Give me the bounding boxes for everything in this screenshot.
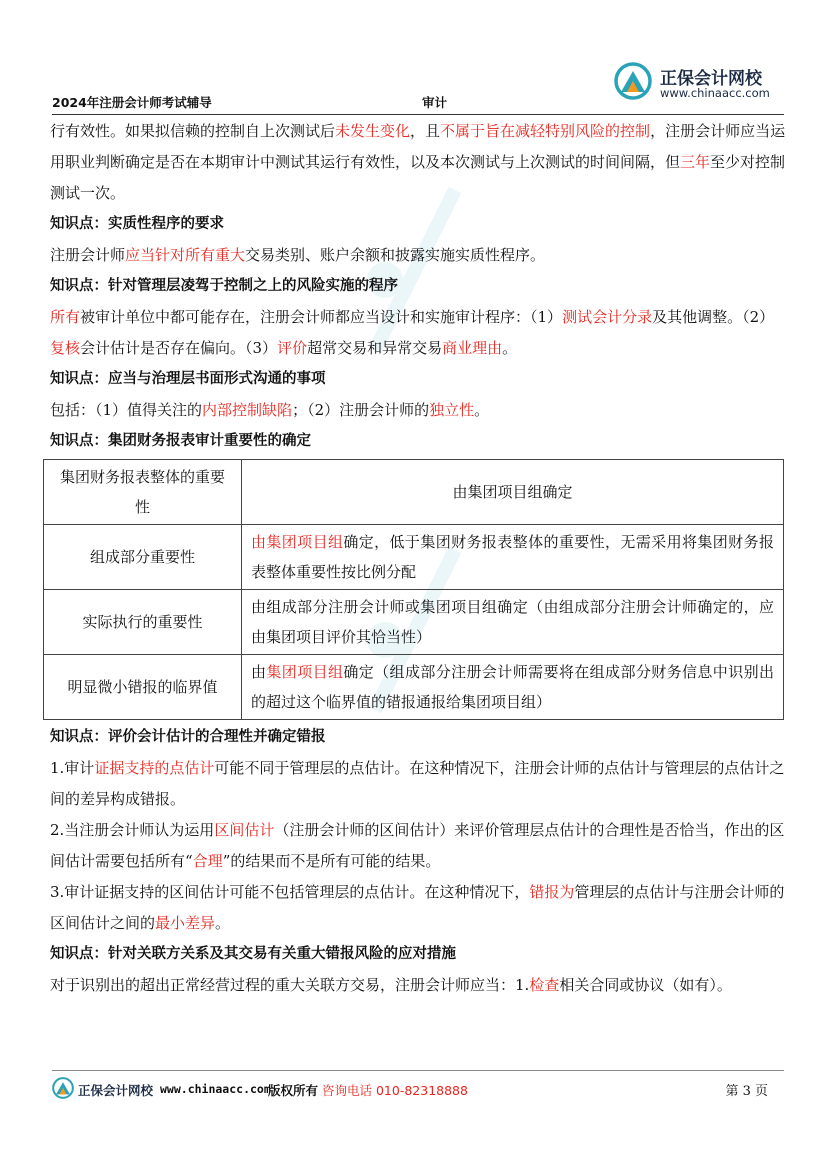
knowledge-point-title: 知识点：实质性程序的要求 [50,216,224,232]
kp5-item-3: 3.审计证据支持的区间估计可能不包括管理层的点估计。在这种情况下，错报为管理层的点估计与注册会计师的区间估计之间的最小差异。 [50,883,785,932]
subject-label: 审计 [422,95,448,110]
footer-brand-name: 正保会计网校 [78,1083,154,1098]
brand-url: www.chinaacc.com [660,86,770,100]
knowledge-point-title: 知识点：针对关联方关系及其交易有关重大错报风险的应对措施 [50,946,456,962]
document-title: 2024年注册会计师考试辅导 [52,95,212,110]
kp5-item-2: 2.当注册会计师认为运用区间估计（注册会计师的区间估计）来评价管理层点估计的合理性是否恰当，作出的区间估计需要包括所有“合理”的结果而不是所有可能的结果。 [50,821,785,870]
brand-logo [614,60,774,104]
footer-hotline: 咨询电话 010-82318888 [322,1083,468,1098]
knowledge-point-title: 知识点：针对管理层凌驾于控制之上的风险实施的程序 [50,278,398,294]
chinaacc-logo-icon [52,1077,74,1099]
table-cell-label: 实际执行的重要性 [44,590,242,655]
knowledge-point-title: 知识点：集团财务报表审计重要性的确定 [50,433,311,449]
brand-name: 正保会计网校 [660,69,762,89]
footer-copyright: 版权所有 [268,1083,319,1098]
table-row [44,590,784,655]
table-row [44,525,784,590]
knowledge-point-title: 知识点：应当与治理层书面形式沟通的事项 [50,371,326,387]
table-cell-value: 由集团项目组确定（组成部分注册会计师需要将在组成部分财务信息中识别出的超过这个临界值的错报通报给集团项目组） [242,655,784,720]
chinaacc-logo-icon [614,62,652,100]
table-cell-value: 由集团项目组确定 [242,460,784,525]
footer-divider [52,1070,784,1071]
table-row [44,655,784,720]
footer-site-url: www.chinaacc.com [160,1082,271,1096]
table-row [44,460,784,525]
header-divider [52,114,784,115]
kp2-paragraph: 所有被审计单位中都可能存在，注册会计师都应当设计和实施审计程序：（1）测试会计分录及其他调整。（2）复核会计估计是否存在偏向。（3）评价超常交易和异常交易商业理由。 [50,308,775,357]
kp3-paragraph: 包括：（1）值得关注的内部控制缺陷；（2）注册会计师的独立性。 [50,401,490,419]
table-cell-label: 明显微小错报的临界值 [44,655,242,720]
kp5-item-1: 1.审计证据支持的点估计可能不同于管理层的点估计。在这种情况下，注册会计师的点估计与管理层的点估计之间的差异构成错报。 [50,759,785,808]
table-cell-label: 集团财务报表整体的重要性 [44,460,242,525]
intro-paragraph: 行有效性。如果拟信赖的控制自上次测试后未发生变化，且不属于旨在减轻特别风险的控制，注册会计师应当运用职业判断确定是否在本期审计中测试其运行有效性，以及本次测试与上次测试的时间间隔，但三年至少对控制测试一次。 [50,122,786,202]
table-cell-value: 由组成部分注册会计师或集团项目组确定（由组成部分注册会计师确定的，应由集团项目评价其恰当性） [242,590,784,655]
table-cell-value: 由集团项目组确定，低于集团财务报表整体的重要性，无需采用将集团财务报表整体重要性按比例分配 [242,525,784,590]
page-header [52,60,784,114]
materiality-table [43,459,784,720]
page-body [50,116,786,1001]
kp6-paragraph: 对于识别出的超出正常经营过程的重大关联方交易，注册会计师应当：1.检查相关合同或协议（如有）。 [50,976,732,994]
table-cell-label: 组成部分重要性 [44,525,242,590]
kp1-paragraph: 注册会计师应当针对所有重大交易类别、账户余额和披露实施实质性程序。 [50,246,546,264]
page-number: 第 3 页 [725,1084,768,1099]
knowledge-point-title: 知识点：评价会计估计的合理性并确定错报 [50,729,326,745]
